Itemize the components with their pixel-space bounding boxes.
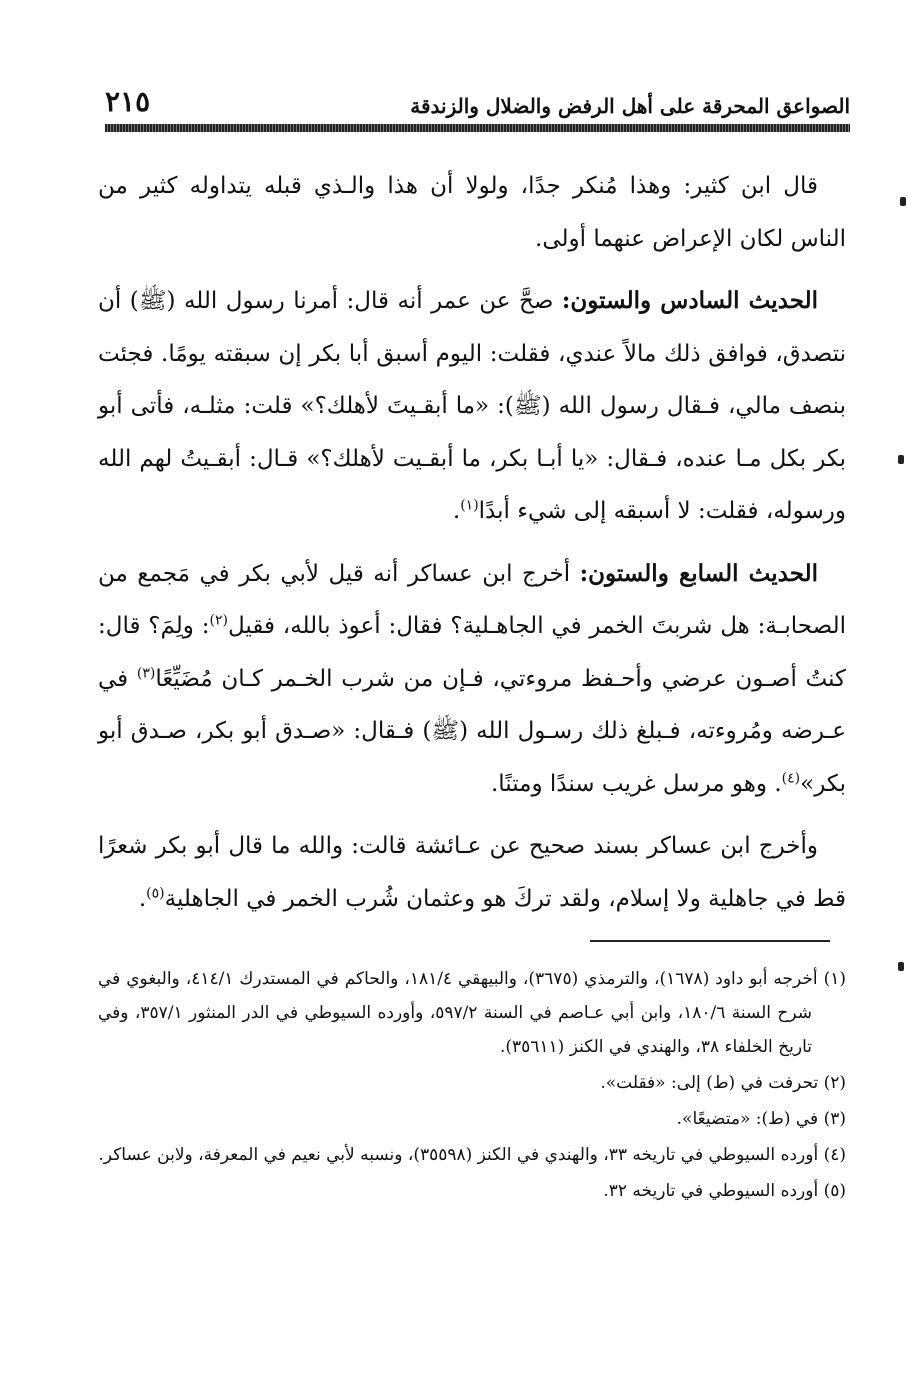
running-title: الصواعق المحرقة على أهل الرفض والضلال والزندقة xyxy=(410,94,850,118)
margin-mark xyxy=(900,197,906,206)
margin-mark xyxy=(898,962,904,971)
paragraph-text: قال ابن كثير: وهذا مُنكر جدًا، ولولا أن هذا والـذي قبله يتداوله كثير من الناس لكان الإعراض عنهما أولى. xyxy=(98,173,846,252)
footnote-ref: (٥) xyxy=(146,884,165,901)
paragraph-text: صحَّ عن عمر أنه قال: أمرنا رسول الله (ﷺ) أن نتصدق، فوافق ذلك مالاً عندي، فقلت: اليوم أسبق أبا بكر إن سبقته يومًا. فجئت بنصف مالي، فـقال رسول الله (ﷺ): «ما أبقـيتَ لأهلك؟» قلت: مثلـه، فأتى أبو بكر بكل مـا عنده، فـقال: «يا أبـا بكر، ما أبقـيت لأهلك؟» قـال: أبقـيتُ لهم الله ورسوله، فقلت: لا أسبقه إلى شيء أبدًا xyxy=(98,288,846,524)
paragraph-text: . وهو مرسل غريب سندًا ومتنًا. xyxy=(490,770,782,797)
page-number: ٢١٥ xyxy=(105,85,151,118)
paragraph xyxy=(98,820,846,925)
paragraph xyxy=(98,548,846,811)
header-rule xyxy=(105,124,850,132)
paragraph-text: : ولِمَ؟ قال: كنتُ أصـون عرضي وأحـفظ مروءتي، فـإن من شرب الخـمر كـان مُضَيِّعًا xyxy=(98,613,846,692)
hadith-heading: الحديث السادس والستون: xyxy=(561,287,818,314)
hadith-heading: الحديث السابع والستون: xyxy=(579,559,818,587)
paragraph-text: في عـرضه ومُروءته، فـبلغ ذلك رسـول الله (ﷺ) فـقال: «صـدق أبو بكر، صـدق أبو بكر» xyxy=(98,665,846,797)
paragraph-text: وأخرج ابن عساكر بسند صحيح عن عـائشة قالت: والله ما قال أبو بكر شعرًا قط في جاهلية ولا إسلام، ولقد تركَ هو وعثمان شُرب الخمر في الجاهلية xyxy=(98,833,846,912)
page-header xyxy=(105,78,850,118)
footnote: (٢) تحرفت في (ط) إلى: «فقلت». xyxy=(600,1073,846,1093)
footnote-ref: (١) xyxy=(460,497,479,514)
footnote: (١) أخرجه أبو داود (١٦٧٨)، والترمذي (٣٦٧٥)، والبيهقي ١٨١/٤، والحاكم في المستدرك ٤١٤/١، والبغوي في شرح السنة ١٨٠/٦، وابن أبي عـاصم في السنة ٥٩٧/٢، وأورده السيوطي في الدر المنثور ٣٥٧/١، وفي تاريخ الخلفاء ٣٨، والهندي في الكنز (٣٥٦١١). xyxy=(98,969,847,1057)
paragraph-text: . xyxy=(452,498,461,524)
footnote-ref: (٢) xyxy=(209,612,228,629)
main-text xyxy=(98,160,846,935)
paragraph-text: . xyxy=(138,885,147,912)
paragraph xyxy=(98,275,846,538)
footnote: (٤) أورده السيوطي في تاريخه ٣٣، والهندي في الكنز (٣٥٥٩٨)، ونسبه لأبي نعيم في المعرفة، ولابن عساكر. xyxy=(98,1145,846,1165)
footnote-ref: (٤) xyxy=(781,769,801,786)
margin-mark xyxy=(898,455,904,464)
paragraph xyxy=(98,160,846,265)
footnote-ref: (٣) xyxy=(136,664,156,681)
footnote: (٥) أورده السيوطي في تاريخه ٣٢. xyxy=(603,1181,846,1201)
footnotes xyxy=(98,962,846,1210)
footnote: (٣) في (ط): «متضيعًا». xyxy=(676,1109,846,1129)
paragraph-text: أخرج ابن عساكر أنه قيل لأبي بكر في مَجمع من الصحابـة: هل شربتَ الخمر في الجاهـلية؟ فقال: أعوذ بالله، فقيل xyxy=(98,560,847,639)
footnote-separator xyxy=(590,940,830,942)
